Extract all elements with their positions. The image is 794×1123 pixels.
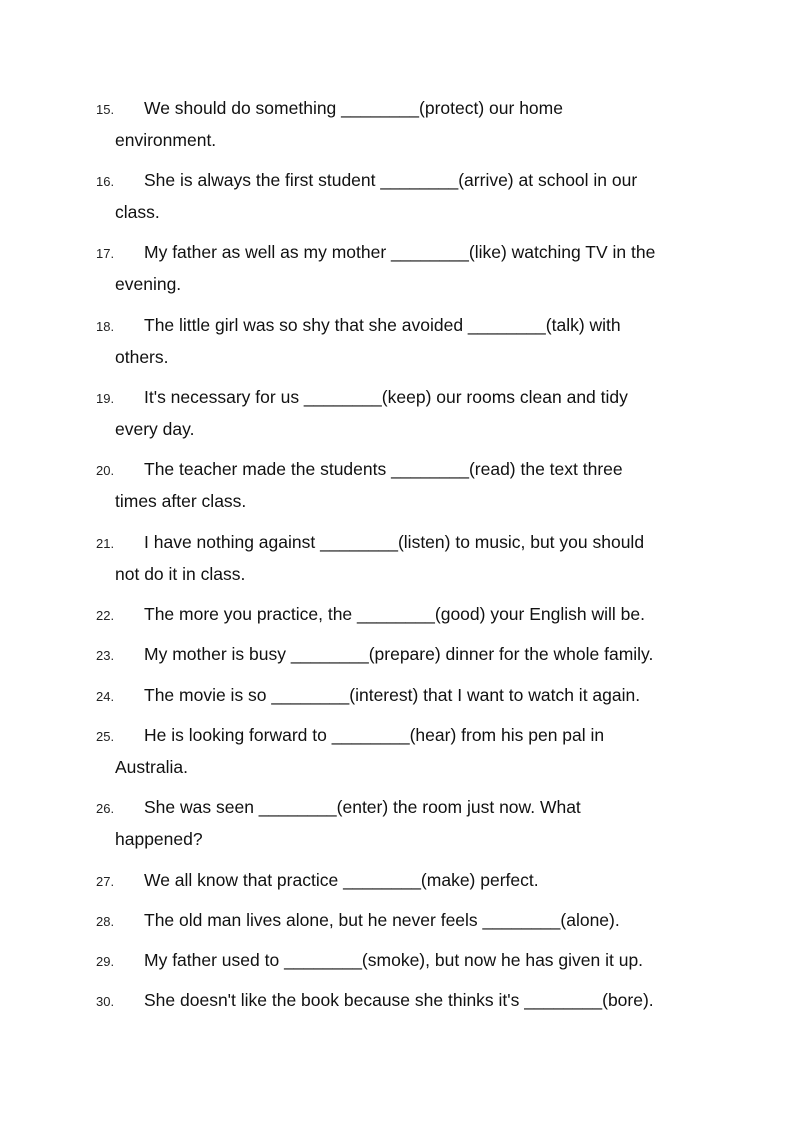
exercise-text-continued: evening. bbox=[115, 274, 182, 294]
exercise-text: My mother is busy ________(prepare) dinner for the whole family. bbox=[144, 644, 654, 664]
exercise-text: My father as well as my mother ________(like) watching TV in the bbox=[144, 242, 656, 262]
exercise-number: 23. bbox=[96, 648, 115, 663]
exercise-number: 30. bbox=[96, 994, 115, 1009]
exercise-number: 28. bbox=[96, 914, 115, 929]
exercise-text: We all know that practice ________(make) perfect. bbox=[144, 870, 539, 890]
exercise-number: 20. bbox=[96, 463, 115, 478]
exercise-text: She doesn't like the book because she thinks it's ________(bore). bbox=[144, 990, 654, 1010]
exercise-text: We should do something ________(protect) our home bbox=[144, 98, 563, 118]
exercise-text: He is looking forward to ________(hear) from his pen pal in bbox=[144, 725, 605, 745]
exercise-text: She was seen ________(enter) the room just now. What bbox=[144, 797, 581, 817]
exercise-item bbox=[96, 871, 716, 896]
exercise-number: 22. bbox=[96, 608, 115, 623]
exercise-item bbox=[96, 460, 716, 517]
exercise-text: The teacher made the students ________(read) the text three bbox=[144, 459, 623, 479]
exercise-text: She is always the first student ________(arrive) at school in our bbox=[144, 170, 638, 190]
exercise-text-continued: happened? bbox=[115, 829, 203, 849]
exercise-text: The movie is so ________(interest) that I want to watch it again. bbox=[144, 685, 641, 705]
exercise-number: 15. bbox=[96, 102, 115, 117]
exercise-item bbox=[96, 99, 716, 156]
exercise-number: 27. bbox=[96, 874, 115, 889]
exercise-text: The more you practice, the ________(good) your English will be. bbox=[144, 604, 645, 624]
exercise-text: The little girl was so shy that she avoided ________(talk) with bbox=[144, 315, 621, 335]
exercise-item bbox=[96, 798, 716, 855]
exercise-item bbox=[96, 316, 716, 373]
exercise-item bbox=[96, 951, 716, 976]
exercise-text: The old man lives alone, but he never feels ________(alone). bbox=[144, 910, 620, 930]
exercise-text-continued: Australia. bbox=[115, 757, 188, 777]
exercise-number: 17. bbox=[96, 246, 115, 261]
exercise-item bbox=[96, 991, 716, 1016]
exercise-text: It's necessary for us ________(keep) our rooms clean and tidy bbox=[144, 387, 628, 407]
exercise-number: 21. bbox=[96, 536, 115, 551]
exercise-number: 24. bbox=[96, 689, 115, 704]
exercise-item bbox=[96, 243, 716, 300]
exercise-item bbox=[96, 645, 716, 670]
exercise-number: 18. bbox=[96, 319, 115, 334]
exercise-text-continued: environment. bbox=[115, 130, 217, 150]
exercise-text-continued: class. bbox=[115, 202, 160, 222]
exercise-number: 26. bbox=[96, 801, 115, 816]
exercise-item bbox=[96, 171, 716, 228]
exercise-item bbox=[96, 388, 716, 445]
exercise-item bbox=[96, 533, 716, 590]
exercise-text: My father used to ________(smoke), but now he has given it up. bbox=[144, 950, 644, 970]
exercise-number: 19. bbox=[96, 391, 115, 406]
exercise-number: 25. bbox=[96, 729, 115, 744]
exercise-item bbox=[96, 726, 716, 783]
exercise-text: I have nothing against ________(listen) to music, but you should bbox=[144, 532, 645, 552]
exercise-text-continued: others. bbox=[115, 347, 169, 367]
exercise-text-continued: every day. bbox=[115, 419, 195, 439]
exercise-item bbox=[96, 911, 716, 936]
exercise-number: 29. bbox=[96, 954, 115, 969]
exercise-text-continued: not do it in class. bbox=[115, 564, 246, 584]
exercise-number: 16. bbox=[96, 174, 115, 189]
exercise-item bbox=[96, 686, 716, 711]
exercise-text-continued: times after class. bbox=[115, 491, 247, 511]
exercise-item bbox=[96, 605, 716, 630]
